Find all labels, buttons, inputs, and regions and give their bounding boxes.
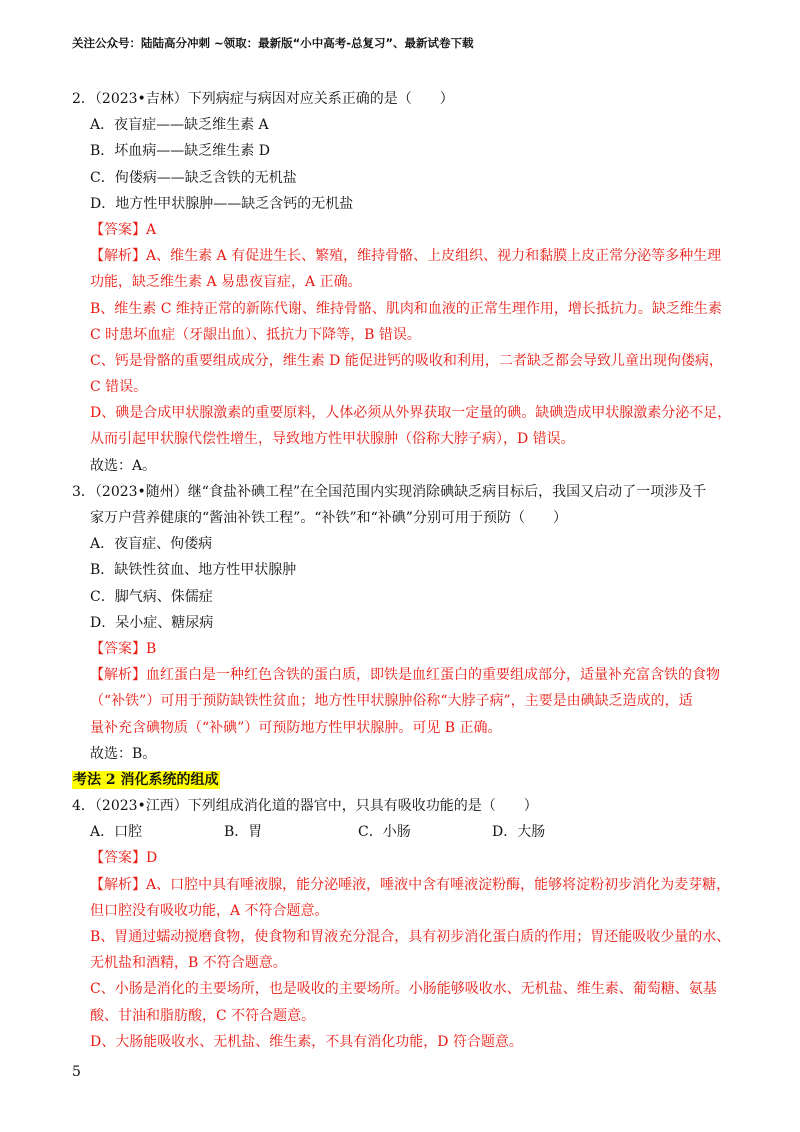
q2-option-a: A．夜盲症——缺乏维生素 A — [90, 117, 269, 134]
q2-analysis-line: 【解析】A、维生素 A 有促进生长、繁殖，维持骨骼、上皮组织、视力和黏膜上皮正常分泌等多种生理 — [90, 248, 722, 265]
q4-analysis-line: 【解析】A、口腔中具有唾液腺，能分泌唾液，唾液中含有唾液淀粉酶，能够将淀粉初步消化为麦芽糖， — [90, 876, 731, 893]
q2-stem: 2．（2023•吉林）下列病症与病因对应关系正确的是（ ） — [72, 91, 454, 107]
q2-analysis-line: C 错误。 — [90, 379, 148, 396]
q3-conclusion: 故选：B。 — [90, 745, 157, 762]
section-heading — [72, 767, 740, 793]
q3-analysis-line: 量补充含碘物质（“补碘”）可预防地方性甲状腺肿。可见 B 正确。 — [90, 719, 502, 736]
q3-option-a: A．夜盲症、佝偻病 — [90, 536, 213, 553]
q3-analysis-line: 【解析】血红蛋白是一种红色含铁的蛋白质，即铁是血红蛋白的重要组成部分，适量补充富含铁的食物 — [90, 667, 720, 684]
q4-analysis-line: D、大肠能吸收水、无机盐、维生素，不具有消化功能，D 符合题意。 — [90, 1033, 523, 1050]
document-body — [72, 86, 740, 1055]
q3-option-b: B．缺铁性贫血、地方性甲状腺肿 — [90, 562, 297, 579]
q2-analysis-line: D、碘是合成甲状腺激素的重要原料，人体必须从外界获取一定量的碘。缺碘造成甲状腺激素分泌不足， — [90, 405, 732, 422]
q2-analysis-line: 功能，缺乏维生素 A 易患夜盲症，A 正确。 — [90, 274, 362, 291]
q4-stem: 4．（2023•江西）下列组成消化道的器官中，只具有吸收功能的是（ ） — [72, 798, 538, 815]
q2-answer: 【答案】A — [90, 221, 157, 238]
q2-option-b: B．坏血病——缺乏维生素 D — [90, 143, 270, 160]
q4-analysis-line: 无机盐和酒精，B 不符合题意。 — [90, 955, 287, 972]
q2-conclusion: 故选：A。 — [90, 457, 157, 474]
q4-analysis-line: 酸、甘油和脂肪酸，C 不符合题意。 — [90, 1007, 316, 1024]
q4-analysis-line: 但口腔没有吸收功能，A 不符合题意。 — [90, 902, 329, 919]
q4-option-b: B．胃 — [224, 824, 263, 841]
q3-option-d: D．呆小症、糖尿病 — [90, 614, 214, 631]
q4-option-d: D．大肠 — [492, 824, 546, 841]
q3-answer: 【答案】B — [90, 640, 157, 657]
page-number: 5 — [72, 1064, 81, 1080]
q3-stem-cont: 家万户营养健康的“酱油补铁工程”。“补铁”和“补碘”分别可用于预防（ ） — [90, 510, 567, 526]
q4-analysis-line: B、胃通过蠕动搅磨食物，使食物和胃液充分混合，具有初步消化蛋白质的作用；胃还能吸收少量的水、 — [90, 929, 731, 945]
q4-options — [72, 819, 740, 845]
q2-analysis-line: C 时患坏血症（牙龈出血）、抵抗力下降等，B 错误。 — [90, 326, 421, 343]
q2-analysis-line: C、钙是骨骼的重要组成成分，维生素 D 能促进钙的吸收和利用，二者缺乏都会导致儿童出现佝偻病， — [90, 352, 723, 369]
q2-analysis-line: B、维生素 C 维持正常的新陈代谢、维持骨骼、肌肉和血液的正常生理作用，增长抵抗力。缺乏维生素 — [90, 300, 722, 317]
section-heading-label: 考法 2 消化系统的组成 — [73, 771, 219, 788]
q2-analysis-line: 从而引起甲状腺代偿性增生，导致地方性甲状腺肿（俗称大脖子病），D 错误。 — [90, 431, 575, 448]
q4-option-a: A．口腔 — [90, 824, 143, 841]
q3-stem: 3．（2023•随州）继“食盐补碘工程”在全国范围内实现消除碘缺乏病目标后，我国又启动了一项涉及千 — [72, 483, 707, 500]
page-header: 关注公众号：陆陆高分冲刺 ~领取：最新版“小中高考-总复习”、最新试卷下载 — [72, 36, 474, 50]
q3-option-c: C．脚气病、侏儒症 — [90, 588, 213, 605]
q3-analysis-line: （“补铁”）可用于预防缺铁性贫血；地方性甲状腺肿俗称“大脖子病”，主要是由碘缺乏造成的，适 — [90, 693, 693, 710]
q2-option-c: C．佝偻病——缺乏含铁的无机盐 — [90, 169, 297, 186]
q4-answer: 【答案】D — [90, 850, 158, 867]
q4-option-c: C．小肠 — [358, 824, 411, 841]
q4-analysis-line: C、小肠是消化的主要场所，也是吸收的主要场所。小肠能够吸收水、无机盐、维生素、葡萄糖、氨基 — [90, 981, 717, 998]
q2-option-d: D．地方性甲状腺肿——缺乏含钙的无机盐 — [90, 195, 354, 212]
